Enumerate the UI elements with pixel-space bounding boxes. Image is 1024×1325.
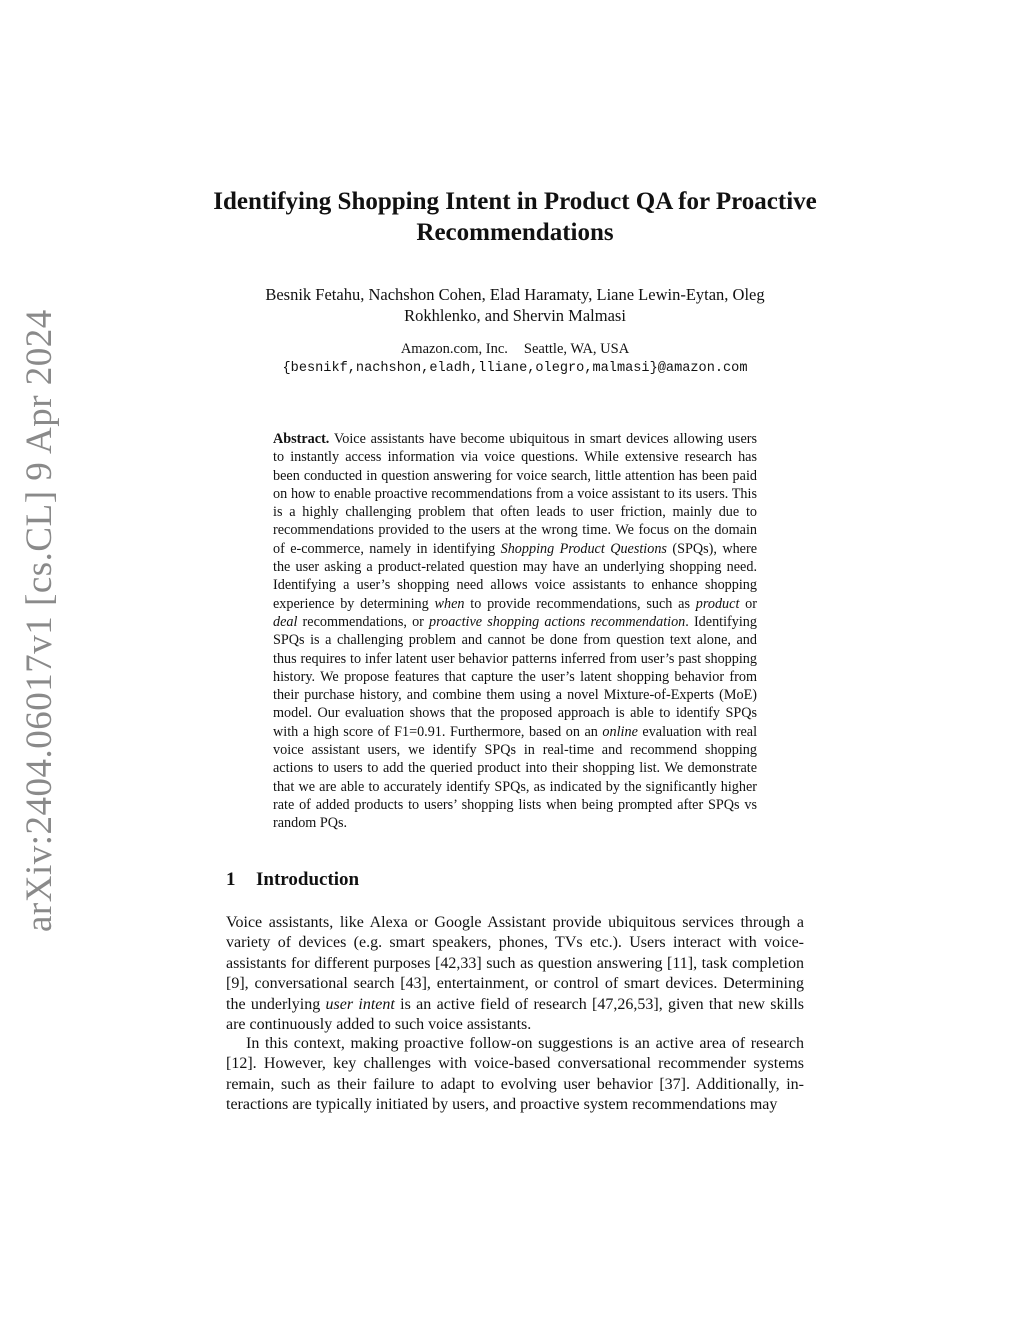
paper-title: Identifying Shopping Intent in Product QA for Proactive Recommendations [213, 188, 817, 246]
abstract-text: recommendations, or [297, 613, 430, 630]
paragraph-emphasis: user intent [325, 995, 395, 1013]
abstract-text: evaluation with real voice assistant users, we identify SPQs in real-time and recommend shopping actions to users to add the queried product into their shopping list. We demonstrate that we are able to accurately identify SPQs, as indicated by the significantly higher rate of added products to users’ shopping lists when being prompted after SPQs vs random PQs. [273, 723, 758, 832]
arxiv-identifier: arXiv:2404.06017v1 [cs.CL] 9 Apr 2024 [19, 309, 60, 932]
affiliation [200, 340, 830, 359]
abstract-emphasis: deal [273, 613, 298, 630]
abstract-text: to provide recommendations, such as [464, 595, 696, 612]
intro-paragraph-2: In this context, making proactive follow-on suggestions is an active area of research [12]. However, key challenges with voice-based conversational recommender systems remain, such as their failure to adapt to evolving user behavior [37]. Additionally, interactions are typically initiated by users, and proactive system recommendations may [226, 1035, 804, 1114]
affiliation-org: Amazon.com, Inc. [400, 341, 508, 357]
abstract [273, 430, 757, 833]
abstract-text: Voice assistants have become ubiquitous in smart devices allowing users to instantly access information via voice questions. While extensive research has been conducted in question answering for voice search, little attention has been paid on how to enable proactive recommendations from a voice assistant to its users. This is a highly challenging problem that often leads to user friction, mainly due to recommendations provided to the users at the wrong time. We focus on the domain of e-commerce, namely in identifying [273, 431, 757, 557]
section-heading [226, 868, 359, 892]
abstract-label: Abstract. [273, 431, 330, 447]
affiliation-location: Seattle, WA, USA [523, 341, 630, 357]
abstract-text: . Identifying SPQs is a challenging problem and cannot be done from question text alone, and thus requires to infer latent user behavior patterns inferred from user’s past shopping history. We propose features that capture the user’s latent shopping behavior from their purchase history, and combine them using a novel Mixture-of-Experts (MoE) model. Our evaluation shows that the proposed approach is able to identify SPQs with a high score of F1=0.91. Furthermore, based on an [273, 613, 757, 740]
abstract-emphasis: online [602, 723, 638, 740]
abstract-emphasis: Shopping Product Questions [500, 540, 667, 557]
author-emails: {besnikf,nachshon,eladh,lliane,olegro,malmasi}@amazon.com [282, 361, 748, 376]
author-list: Besnik Fetahu, Nachshon Cohen, Elad Haramaty, Liane Lewin-Eytan, Oleg Rokhlenko, and Shervin Malmasi [265, 285, 765, 325]
section-title: Introduction [256, 869, 360, 890]
abstract-text: or [739, 595, 757, 612]
intro-paragraph-1 [226, 913, 804, 1035]
paragraph-text: Voice assistants, like Alexa or Google Assistant provide ubiquitous services through a variety of devices (e.g. smart speakers, phones, TVs etc.). Users interact with voice-assistants for different purposes [42,33] such as question answering [11], task completion [9], conversational search [43], entertainment, or control of smart devices. Determining the underlying [226, 914, 804, 1013]
abstract-text: (SPQs), where the user asking a product-related question may have an underlying shopping need. Identifying a user’s shopping need allows voice assistants to enhance shopping experience by determining [273, 540, 757, 612]
section-number: 1 [226, 869, 236, 890]
abstract-emphasis: product [695, 595, 740, 612]
paragraph-text: is an active field of research [47,26,53], given that new skills are continuously added to such voice assistants. [226, 995, 805, 1034]
abstract-emphasis: proactive shopping actions recommendation [429, 613, 686, 630]
abstract-emphasis: when [434, 595, 465, 612]
